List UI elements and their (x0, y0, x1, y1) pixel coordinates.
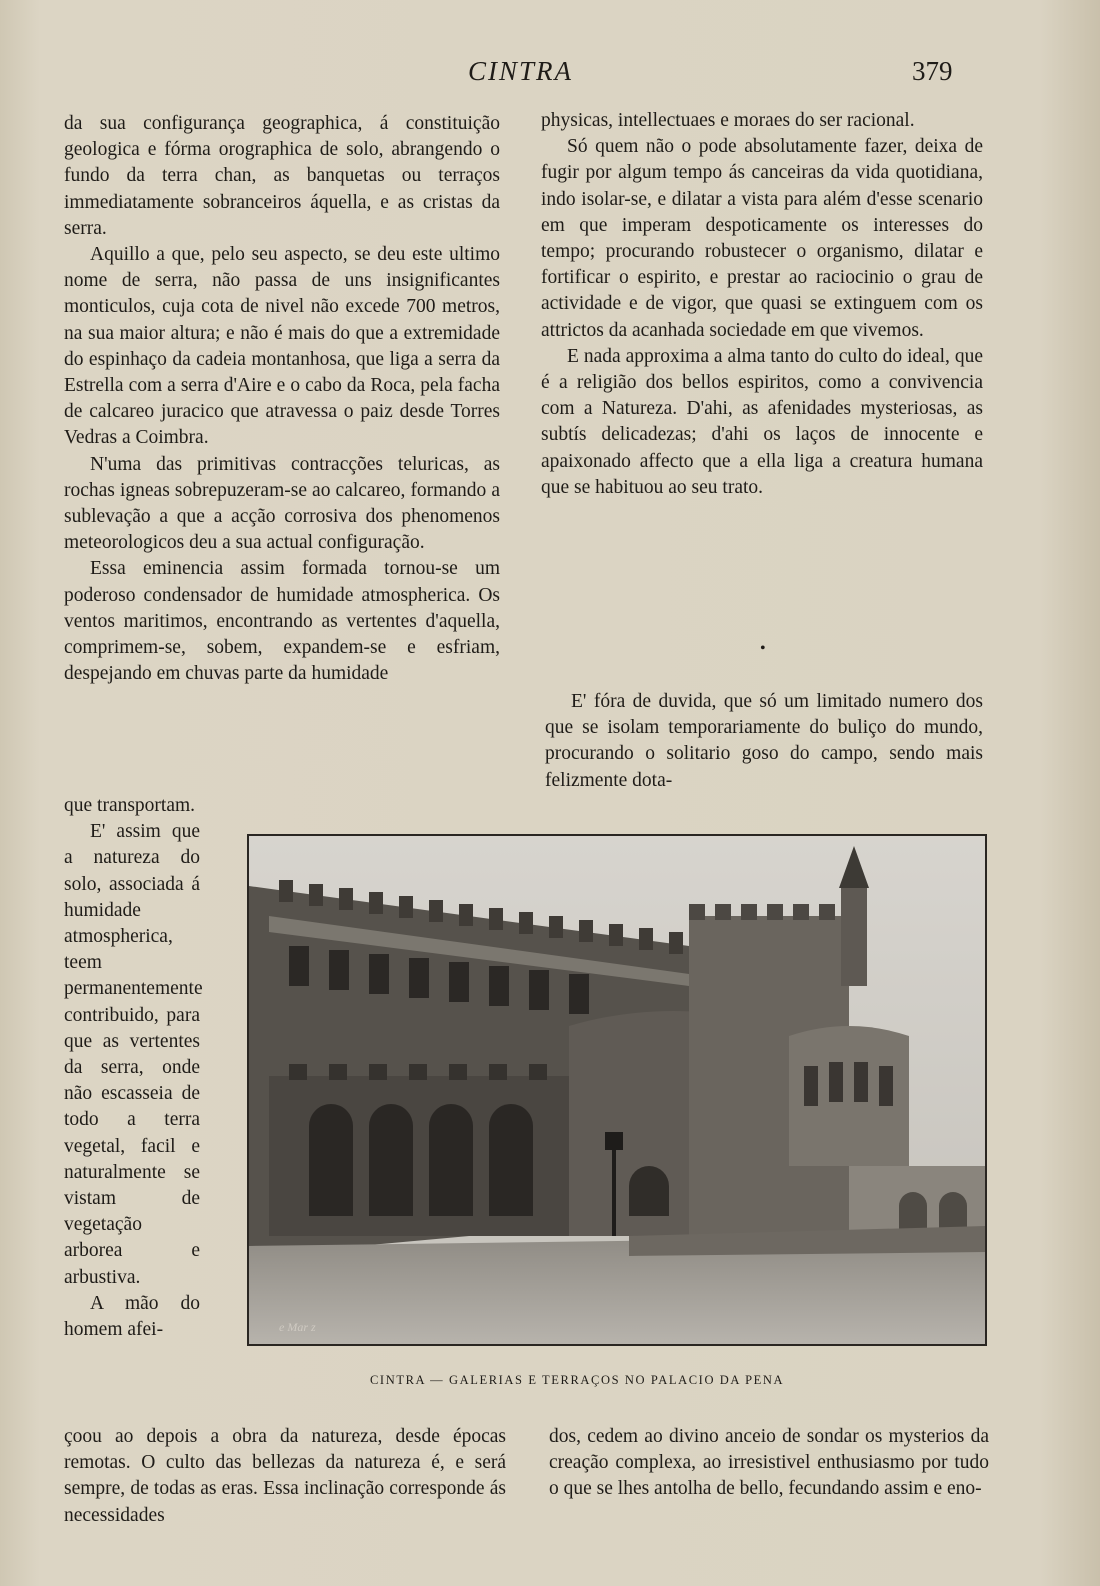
running-header: CINTRA (468, 56, 574, 86)
palace-illustration (249, 836, 985, 1344)
palace-photograph (247, 834, 987, 1346)
paragraph: E' fóra de duvida, que só um limitado numero dos que se isolam temporariamente do buliço do mundo, procurando o solitario goso do campo, sendo mais felizmente dota- (545, 691, 983, 791)
paragraph: que transportam. (64, 795, 196, 816)
right-column-middle (545, 689, 983, 794)
paragraph: E nada approxima a alma tanto do culto do ideal, que é a religião dos bellos espiritos, como a convivencia com a Natureza. D'ahi, as afenidades mysteriosas, as subtís delicadezas; d'ahi os laços de innocente e apaixonado affecto que a ella liga a creatura humana que se habituou ao seu trato. (541, 345, 983, 498)
paragraph: da sua configurança geographica, á constituição geologica e fórma orographica de solo, abrangendo o fundo da terra chan, as banquetas ou terraços immediatamente sobranceiros áquella, e as cristas da serra. (64, 113, 500, 239)
right-column-bottom (549, 1424, 989, 1503)
paragraph: N'uma das primitivas contracções teluricas, as rochas igneas sobrepuzeram-se ao calcareo, formando a sublevação a que a acção corrosiva dos phenomenos meteorologicos deu a sua actual configuração. (64, 453, 500, 554)
paragraph: physicas, intellectuaes e moraes do ser racional. (541, 110, 915, 131)
narrow-column (64, 793, 203, 1343)
paragraph: Só quem não o pode absolutamente fazer, deixa de fugir por algum tempo ás canceiras da vida quotidiana, indo isolar-se, e dilatar a vista para além d'esse scenario em que imperam despoticamente os interesses do tempo; procurando robustecer o organismo, dilatar e fortificar o espirito, e prestar ao raciocinio o grau de actividade e de vigor, que quasi se extinguem com os attrictos da acanhada sociedade em que vivemos. (541, 136, 983, 341)
paragraph: dos, cedem ao divino anceio de sondar os mysterios da creação complexa, ao irresistivel enthusiasmo por tudo o que se lhes antolha de bello, fecundando assim e eno- (549, 1426, 989, 1500)
figure-caption: CINTRA — GALERIAS E TERRAÇOS NO PALACIO DA PENA (370, 1373, 785, 1387)
paragraph: çoou ao depois a obra da natureza, desde épocas remotas. O culto das bellezas da natureza é, e será sempre, de todas as eras. Essa inclinação corresponde ás necessidades (64, 1426, 506, 1526)
paragraph: E' assim que a natureza do solo, associada á humidade atmospherica, teem permanentemente contribuido, para que as vertentes da serra, onde não escasseia de todo a terra vegetal, facil e naturalmente se vistam de vegetação arborea e arbustiva. (64, 821, 203, 1288)
paragraph: Aquillo a que, pelo seu aspecto, se deu este ultimo nome de serra, não passa de uns insignificantes monticulos, cuja cota de nivel não excede 700 metros, na sua maior altura; e não é mais do que a extremidade do espinhaço da cadeia montanhosa, que liga a serra da Estrella com a serra d'Aire e o cabo da Roca, pela facha de calcareo juracico que atravessa o paiz desde Torres Vedras a Coimbra. (64, 244, 500, 449)
left-column-bottom (64, 1424, 506, 1529)
left-column-top (64, 111, 500, 687)
section-separator: • (760, 640, 766, 657)
page-number: 379 (912, 56, 953, 86)
paragraph: Essa eminencia assim formada tornou-se um poderoso condensador de humidade atmospherica. Os ventos maritimos, encontrando as vertentes d'aquella, comprimem-se, sobem, expandem-se e esfriam, despejando em chuvas parte da humidade (64, 558, 500, 685)
artist-signature: e Mar z (279, 1320, 316, 1334)
paragraph: A mão do homem afei- (64, 1292, 200, 1341)
right-column-top (541, 108, 983, 501)
